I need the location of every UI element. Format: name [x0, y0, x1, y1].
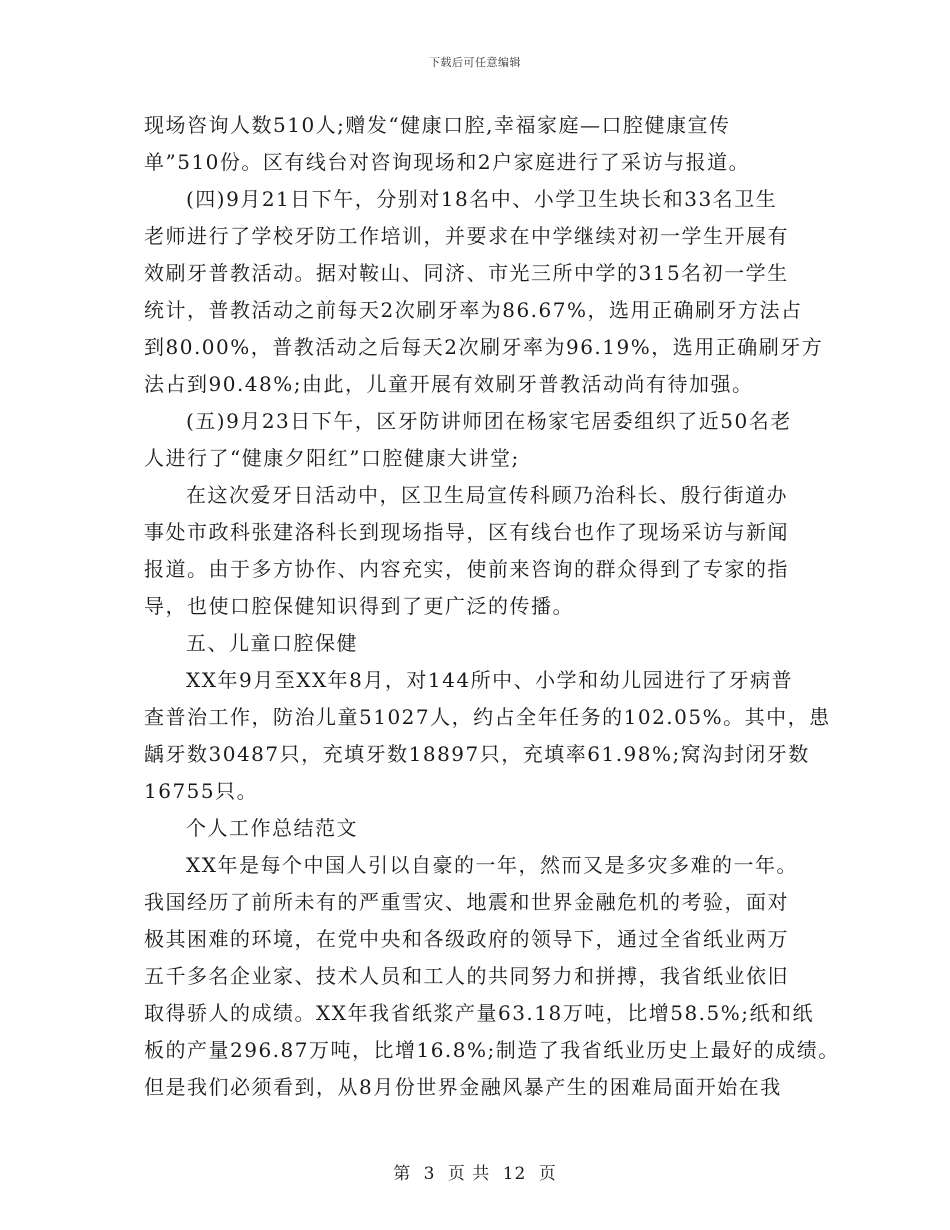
text-line: XX年9月至XX年8月，对144所中、小学和幼儿园进行了牙病普	[186, 668, 794, 692]
text-line: 单”510份。区有线台对咨询现场和2户家庭进行了采访与报道。	[144, 150, 751, 174]
page-header	[0, 54, 950, 70]
text-line: 16755只。	[144, 779, 259, 803]
text-line: 到80.00%，普教活动之后每天2次刷牙率为96.19%，选用正确刷牙方	[144, 335, 824, 359]
text-line: 效刷牙普教活动。据对鞍山、同济、市光三所中学的315名初一学生	[144, 261, 789, 285]
text-line: 极其困难的环境，在党中央和各级政府的领导下，通过全省纸业两万	[144, 927, 789, 951]
text-line: 老师进行了学校牙防工作培训，并要求在中学继续对初一学生开展有	[144, 224, 789, 248]
text-line: 导，也使口腔保健知识得到了更广泛的传播。	[144, 594, 574, 618]
text-line: 统计，普教活动之前每天2次刷牙率为86.67%，选用正确刷牙方法占	[144, 298, 803, 322]
text-line: 在这次爱牙日活动中，区卫生局宣传科顾乃治科长、殷行街道办	[186, 483, 788, 507]
text-line: 板的产量296.87万吨，比增16.8%;制造了我省纸业历史上最好的成绩。	[144, 1038, 840, 1062]
footer-current-page: 3	[423, 1164, 436, 1184]
text-line: 五千多名企业家、技术人员和工人的共同努力和拼搏，我省纸业依旧	[144, 964, 789, 988]
footer-prefix: 第	[393, 1164, 412, 1184]
text-line: 我国经历了前所未有的严重雪灾、地震和世界金融危机的考验，面对	[144, 890, 789, 914]
text-line: (四)9月21日下午，分别对18名中、小学卫生块长和33名卫生	[186, 187, 778, 211]
footer-total-pages: 12	[502, 1164, 527, 1184]
footer-suffix: 页	[538, 1164, 557, 1184]
text-line: 取得骄人的成绩。XX年我省纸浆产量63.18万吨，比增58.5%;纸和纸	[144, 1001, 815, 1025]
page-header-text: 下载后可任意编辑	[429, 56, 521, 69]
text-line: 现场咨询人数510人;赠发“健康口腔,幸福家庭—口腔健康宣传	[144, 113, 731, 137]
text-line: (五)9月23日下午，区牙防讲师团在杨家宅居委组织了近50名老	[186, 409, 792, 433]
document-body	[144, 107, 840, 1106]
text-line: 报道。由于多方协作、内容充实，使前来咨询的群众得到了专家的指	[144, 557, 789, 581]
text-line: 但是我们必须看到，从8月份世界金融风暴产生的困难局面开始在我	[144, 1075, 782, 1099]
text-line: 查普治工作，防治儿童51027人，约占全年任务的102.05%。其中，患	[144, 705, 831, 729]
text-line: XX年是每个中国人引以自豪的一年，然而又是多灾多难的一年。	[186, 853, 798, 877]
page-footer	[0, 1159, 950, 1184]
footer-middle: 页 共	[447, 1164, 491, 1184]
text-line: 五、儿童口腔保健	[186, 631, 358, 655]
text-line: 事处市政科张建洛科长到现场指导，区有线台也作了现场采访与新闻	[144, 520, 789, 544]
text-line: 龋牙数30487只，充填牙数18897只，充填率61.98%;窝沟封闭牙数	[144, 742, 810, 766]
text-line: 法占到90.48%;由此，儿童开展有效刷牙普教活动尚有待加强。	[144, 372, 754, 396]
text-line: 个人工作总结范文	[186, 816, 358, 840]
text-line: 人进行了“健康夕阳红”口腔健康大讲堂;	[144, 446, 520, 470]
